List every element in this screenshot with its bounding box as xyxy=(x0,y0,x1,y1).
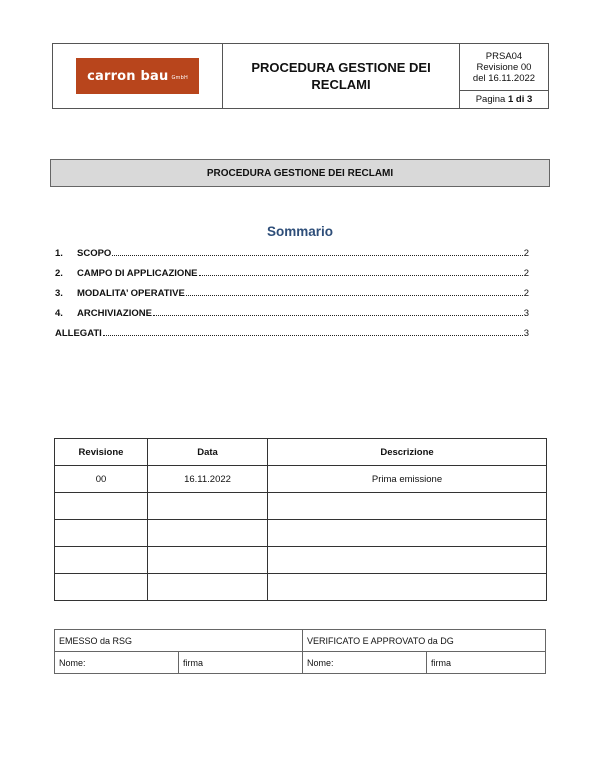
toc-item-number: 4. xyxy=(55,308,63,319)
description-cell xyxy=(268,493,547,520)
toc-leader xyxy=(186,295,523,296)
approver-name-field[interactable]: Nome: xyxy=(303,652,427,674)
signature-row xyxy=(55,652,546,674)
doc-code: PRSA04 xyxy=(485,51,523,62)
date-cell xyxy=(148,574,268,601)
toc-item[interactable] xyxy=(55,319,529,339)
toc-item-page: 2 xyxy=(523,288,529,299)
toc-item-number: 2. xyxy=(55,268,63,279)
table-row xyxy=(55,466,547,493)
date-cell: 16.11.2022 xyxy=(148,466,268,493)
toc-item[interactable] xyxy=(55,259,529,279)
revision-table xyxy=(54,438,547,601)
toc-item-label: SCOPO xyxy=(77,248,112,259)
company-logo xyxy=(76,58,199,94)
header-meta xyxy=(460,44,548,91)
logo-suffix: GmbH xyxy=(171,75,188,81)
revision-cell xyxy=(55,574,148,601)
header-title: PROCEDURA GESTIONE DEI RECLAMI xyxy=(223,44,460,108)
toc-item-label: ALLEGATI xyxy=(55,328,102,339)
signature-table xyxy=(54,629,546,674)
page-current: 1 xyxy=(507,94,514,105)
doc-revision: Revisione 00 xyxy=(476,62,532,73)
toc-item[interactable] xyxy=(55,299,529,319)
document-header xyxy=(52,43,549,109)
description-cell xyxy=(268,574,547,601)
table-of-contents xyxy=(55,239,529,339)
revision-cell xyxy=(55,547,148,574)
toc-leader xyxy=(103,335,523,336)
issued-by-label: EMESSO da RSG xyxy=(55,630,303,652)
procedure-banner: PROCEDURA GESTIONE DEI RECLAMI xyxy=(50,159,550,187)
page-label: Pagina xyxy=(475,94,506,105)
toc-item[interactable] xyxy=(55,239,529,259)
toc-title: Sommario xyxy=(266,224,334,239)
signature-header-row xyxy=(55,630,546,652)
revision-header-row xyxy=(55,439,547,466)
page-total: 3 xyxy=(526,94,533,105)
date-cell xyxy=(148,520,268,547)
toc-item-page: 2 xyxy=(523,248,529,259)
table-row xyxy=(55,574,547,601)
col-header-description: Descrizione xyxy=(268,439,547,466)
approved-by-label: VERIFICATO E APPROVATO da DG xyxy=(303,630,546,652)
doc-date: del 16.11.2022 xyxy=(472,73,536,84)
table-row xyxy=(55,520,547,547)
table-row xyxy=(55,547,547,574)
table-row xyxy=(55,493,547,520)
toc-item-label: MODALITA’ OPERATIVE xyxy=(77,288,185,299)
toc-item-label: CAMPO DI APPLICAZIONE xyxy=(77,268,198,279)
issuer-name-field[interactable]: Nome: xyxy=(55,652,179,674)
logo-cell xyxy=(53,44,223,108)
toc-item-page: 3 xyxy=(523,328,529,339)
toc-item-page: 3 xyxy=(523,308,529,319)
revision-cell xyxy=(55,493,148,520)
toc-item-label: ARCHIVIAZIONE xyxy=(77,308,152,319)
toc-item[interactable] xyxy=(55,279,529,299)
revision-cell xyxy=(55,520,148,547)
col-header-date: Data xyxy=(148,439,268,466)
toc-leader xyxy=(112,255,522,256)
issuer-signature-field[interactable]: firma xyxy=(179,652,303,674)
date-cell xyxy=(148,493,268,520)
logo-text: carron bau xyxy=(87,68,169,84)
description-cell xyxy=(268,547,547,574)
toc-leader xyxy=(199,275,523,276)
date-cell xyxy=(148,547,268,574)
approver-signature-field[interactable]: firma xyxy=(427,652,546,674)
toc-leader xyxy=(153,315,523,316)
description-cell: Prima emissione xyxy=(268,466,547,493)
toc-item-number: 1. xyxy=(55,248,63,259)
header-meta-cell xyxy=(460,44,548,108)
description-cell xyxy=(268,520,547,547)
col-header-revision: Revisione xyxy=(55,439,148,466)
page-indicator xyxy=(460,91,548,108)
toc-item-page: 2 xyxy=(523,268,529,279)
page-of: di xyxy=(515,94,525,105)
toc-item-number: 3. xyxy=(55,288,63,299)
revision-cell: 00 xyxy=(55,466,148,493)
